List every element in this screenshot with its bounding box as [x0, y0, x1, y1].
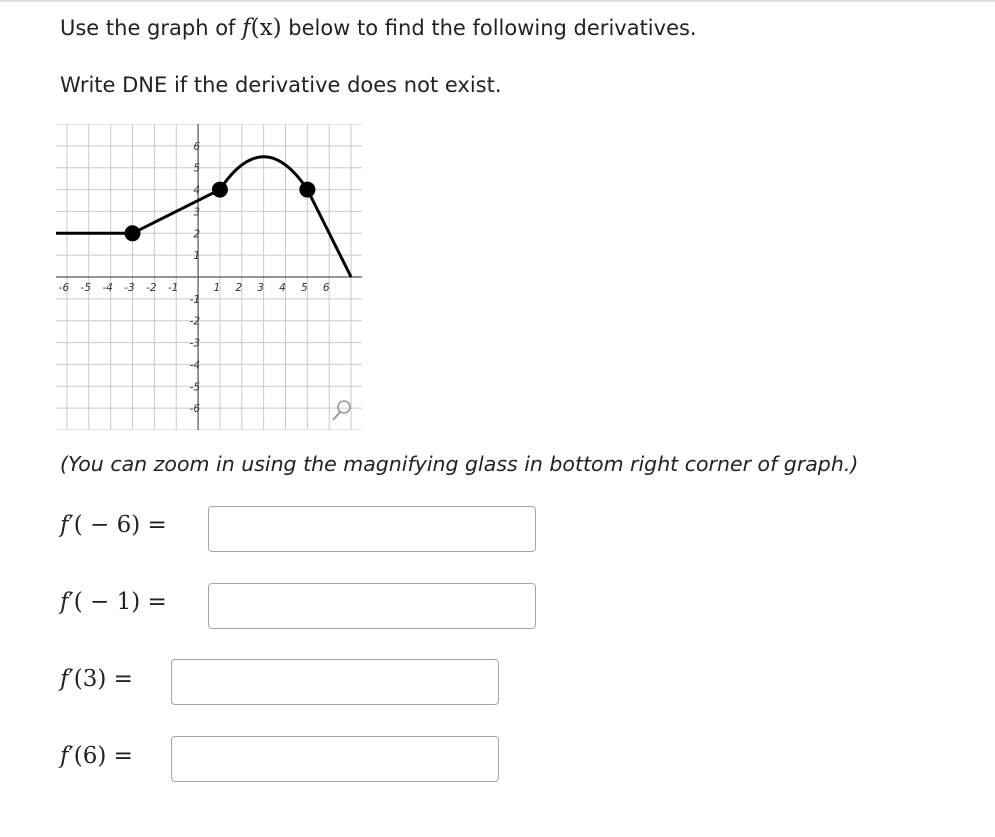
graph-axes [56, 124, 362, 430]
instruction-text-before: Use the graph of [60, 16, 236, 40]
y-tick-label: 1 [193, 250, 201, 263]
y-tick-label: -5 [189, 381, 201, 394]
y-tick-label: -3 [189, 337, 201, 350]
answer-input-f-prime-6[interactable] [171, 736, 499, 782]
graph-point [125, 225, 141, 241]
x-tick-label: 6 [322, 282, 330, 294]
question-function: f [60, 743, 69, 769]
instruction-line-2: Write DNE if the derivative does not exist. [60, 73, 502, 97]
top-divider [0, 0, 995, 2]
question-function: f [60, 589, 69, 615]
question-argument: ( − 1) = [73, 589, 167, 615]
x-tick-label: 4 [279, 282, 286, 294]
x-tick-label: -1 [167, 282, 179, 294]
x-tick-label: -2 [146, 282, 157, 294]
y-tick-label: -6 [189, 403, 201, 416]
prime-symbol: ′ [68, 666, 74, 692]
y-axis-tick-labels [190, 141, 201, 415]
question-label-f-prime-3 [60, 666, 133, 692]
question-label-f-prime-neg1 [60, 589, 167, 615]
magnifying-glass-icon[interactable] [333, 401, 350, 420]
x-tick-label: 2 [235, 282, 243, 294]
question-argument: ( − 6) = [73, 512, 167, 538]
answer-input-f-prime-neg6[interactable] [208, 506, 536, 552]
instruction-line-1 [60, 15, 697, 41]
y-tick-label: -2 [189, 315, 201, 328]
graph-point [212, 182, 228, 198]
prime-symbol: ′ [68, 743, 74, 769]
function-graph [56, 124, 362, 430]
y-tick-label: 2 [193, 228, 201, 241]
x-axis-tick-labels [59, 282, 330, 294]
prime-symbol: ′ [68, 589, 74, 615]
x-tick-label: -5 [80, 282, 92, 294]
y-tick-label: 3 [193, 206, 201, 219]
y-tick-label: 6 [193, 140, 201, 153]
y-tick-label: -4 [189, 359, 201, 372]
graph-point [299, 182, 315, 198]
instruction-text-after: below to find the following derivatives. [288, 16, 697, 40]
x-tick-label: -4 [102, 282, 113, 294]
question-argument: (6) = [73, 743, 133, 769]
function-argument: (x) [250, 15, 282, 41]
answer-input-f-prime-neg1[interactable] [208, 583, 536, 629]
question-function: f [60, 512, 69, 538]
x-tick-label: 1 [213, 282, 221, 294]
x-tick-label: -3 [124, 282, 135, 294]
y-tick-label: -1 [189, 293, 201, 306]
prime-symbol: ′ [68, 512, 74, 538]
answer-input-f-prime-3[interactable] [171, 659, 499, 705]
question-function: f [60, 666, 69, 692]
y-tick-label: 4 [193, 184, 201, 197]
function-name: f [242, 15, 251, 41]
function-curve [56, 157, 351, 277]
x-tick-label: 3 [257, 282, 264, 294]
y-tick-label: 5 [193, 162, 201, 175]
question-label-f-prime-neg6 [60, 512, 167, 538]
question-argument: (3) = [73, 666, 133, 692]
question-label-f-prime-6 [60, 743, 133, 769]
zoom-instructions: (You can zoom in using the magnifying glass in bottom right corner of graph.) [60, 452, 859, 476]
x-tick-label: 5 [301, 282, 308, 294]
x-tick-label: -6 [58, 282, 70, 294]
